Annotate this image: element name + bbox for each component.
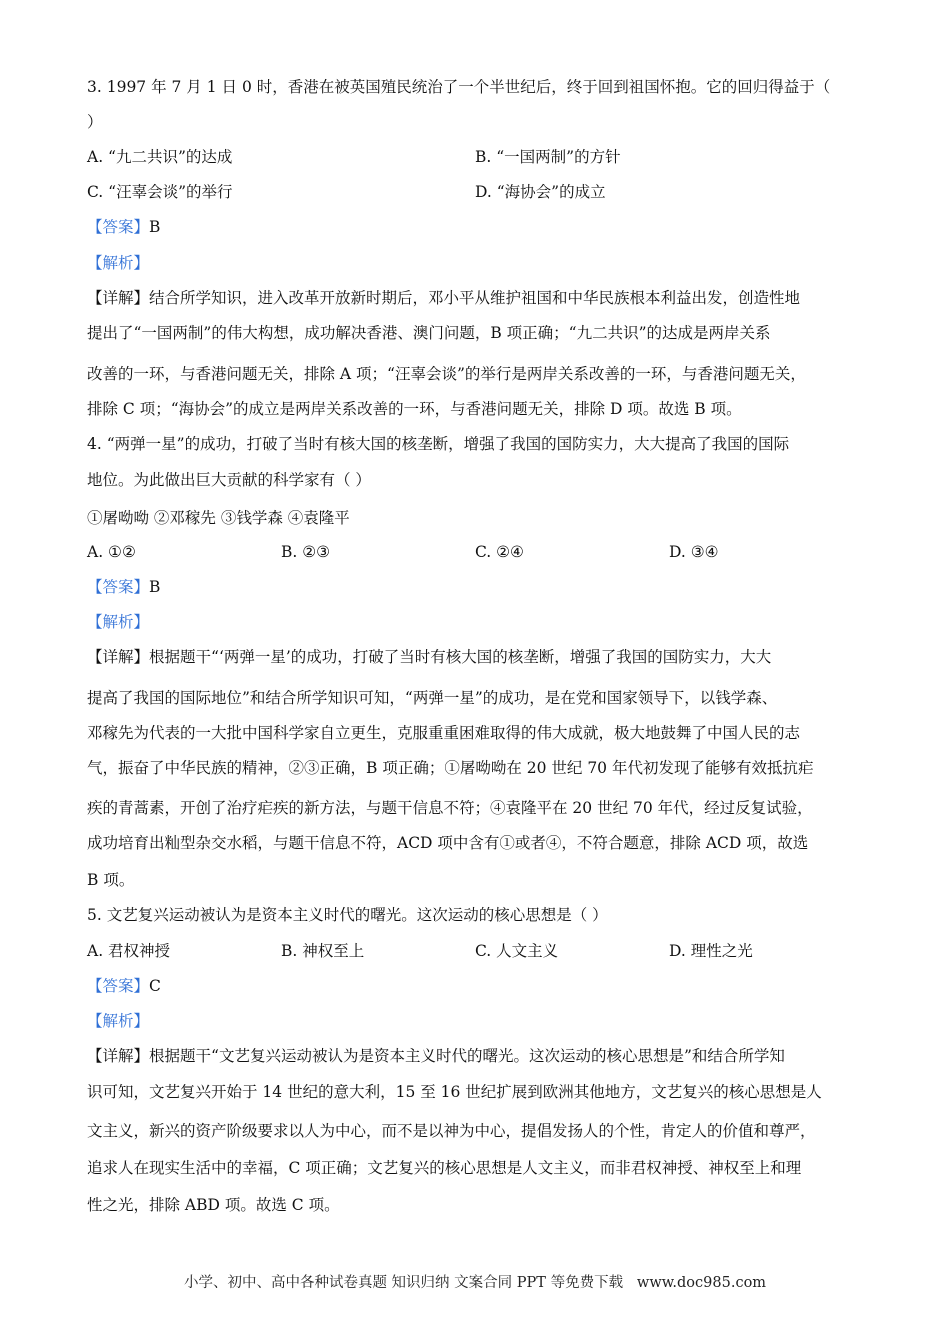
q5-option-d: D. 理性之光: [669, 942, 753, 960]
q4-stem: 4. “两弹一星”的成功，打破了当时有核大国的核垄断，增强了我国的国防实力，大大提高了我国的国际: [87, 435, 790, 453]
q3-answer: [87, 217, 160, 237]
q3-option-b: B. “一国两制”的方针: [475, 148, 621, 166]
q4-items: ①屠呦呦 ②邓稼先 ③钱学森 ④袁隆平: [87, 509, 350, 527]
detail-tag: 【详解】: [87, 1047, 150, 1065]
answer-tag: 【答案】: [87, 578, 150, 596]
detail-text: 根据题干“文艺复兴运动被认为是资本主义时代的曙光。这次运动的核心思想是”和结合所学知: [149, 1047, 785, 1065]
q4-option-c: C. ②④: [475, 543, 524, 561]
footer-text: 小学、初中、高中各种试卷真题 知识归纳 文案合同 PPT 等免费下载: [183, 1275, 624, 1291]
q3-detail-line: 排除 C 项；“海协会”的成立是两岸关系改善的一环，与香港问题无关，排除 D 项。故选 B 项。: [87, 400, 742, 418]
q3-detail-line: 提出了“一国两制”的伟大构想，成功解决香港、澳门问题，B 项正确；“九二共识”的达成是两岸关系: [87, 324, 771, 342]
q3-detail-line: [87, 288, 800, 308]
q5-option-c: C. 人文主义: [475, 942, 559, 960]
q3-option-d: D. “海协会”的成立: [475, 183, 606, 201]
q5-detail-line: 追求人在现实生活中的幸福，C 项正确；文艺复兴的核心思想是人文主义，而非君权神授、神权至上和理: [87, 1159, 802, 1177]
q3-stem-cont: ）: [87, 113, 103, 131]
q4-detail-line: B 项。: [87, 871, 135, 889]
q4-stem-cont: 地位。为此做出巨大贡献的科学家有（ ）: [87, 471, 371, 489]
answer-value: B: [149, 578, 161, 596]
detail-text: 结合所学知识，进入改革开放新时期后，邓小平从维护祖国和中华民族根本利益出发，创造性地: [149, 289, 801, 307]
q3-detail-line: 改善的一环，与香港问题无关，排除 A 项；“汪辜会谈”的举行是两岸关系改善的一环，与香港问题无关，: [87, 365, 806, 383]
q3-stem: 3. 1997 年 7 月 1 日 0 时，香港在被英国殖民统治了一个半世纪后，终于回到祖国怀抱。它的回归得益于（: [87, 78, 831, 96]
q3-option-c: C. “汪辜会谈”的举行: [87, 183, 233, 201]
q4-detail-line: [87, 647, 771, 667]
answer-value: B: [149, 218, 161, 236]
detail-text: 根据题干“‘两弹一星’的成功，打破了当时有核大国的核垄断，增强了我国的国防实力，大大: [149, 648, 772, 666]
answer-tag: 【答案】: [87, 977, 150, 995]
q5-detail-line: 文主义，新兴的资产阶级要求以人为中心，而不是以神为中心，提倡发扬人的个性，肯定人的价值和尊严，: [87, 1122, 816, 1140]
page-footer: [0, 1271, 950, 1292]
q5-option-b: B. 神权至上: [281, 942, 365, 960]
q4-detail-line: 气，振奋了中华民族的精神，②③正确，B 项正确；①屠呦呦在 20 世纪 70 年代初发现了能够有效抵抗疟: [87, 759, 814, 777]
q4-answer: [87, 577, 160, 597]
q5-detail-line: 识可知，文艺复兴开始于 14 世纪的意大利，15 至 16 世纪扩展到欧洲其他地方，文艺复兴的核心思想是人: [87, 1083, 822, 1101]
q4-detail-line: 疾的青蒿素，开创了治疗疟疾的新方法，与题干信息不符；④袁隆平在 20 世纪 70 年代，经过反复试验，: [87, 799, 813, 817]
q5-option-a: A. 君权神授: [87, 942, 171, 960]
q3-analysis-tag: 【解析】: [87, 254, 150, 272]
q4-option-b: B. ②③: [281, 543, 331, 561]
q4-detail-line: 提高了我国的国际地位”和结合所学知识可知，“两弹一星”的成功，是在党和国家领导下，以钱学森、: [87, 689, 778, 707]
q5-analysis-tag: 【解析】: [87, 1012, 150, 1030]
detail-tag: 【详解】: [87, 289, 150, 307]
q5-stem: 5. 文艺复兴运动被认为是资本主义时代的曙光。这次运动的核心思想是（ ）: [87, 906, 608, 924]
q5-detail-line: [87, 1046, 785, 1066]
q4-option-a: A. ①②: [87, 543, 136, 561]
answer-tag: 【答案】: [87, 218, 150, 236]
q4-analysis-tag: 【解析】: [87, 613, 150, 631]
footer-site-link[interactable]: www.doc985.com: [636, 1275, 767, 1291]
detail-tag: 【详解】: [87, 648, 150, 666]
q4-detail-line: 成功培育出籼型杂交水稻，与题干信息不符，ACD 项中含有①或者④，不符合题意，排除 ACD 项，故选: [87, 834, 809, 852]
q5-answer: [87, 976, 161, 996]
answer-value: C: [149, 977, 161, 995]
q5-detail-line: 性之光，排除 ABD 项。故选 C 项。: [87, 1196, 340, 1214]
q4-detail-line: 邓稼先为代表的一大批中国科学家自立更生，克服重重困难取得的伟大成就，极大地鼓舞了中国人民的志: [87, 724, 801, 742]
q3-option-a: A. “九二共识”的达成: [87, 148, 233, 166]
q4-option-d: D. ③④: [669, 543, 719, 561]
